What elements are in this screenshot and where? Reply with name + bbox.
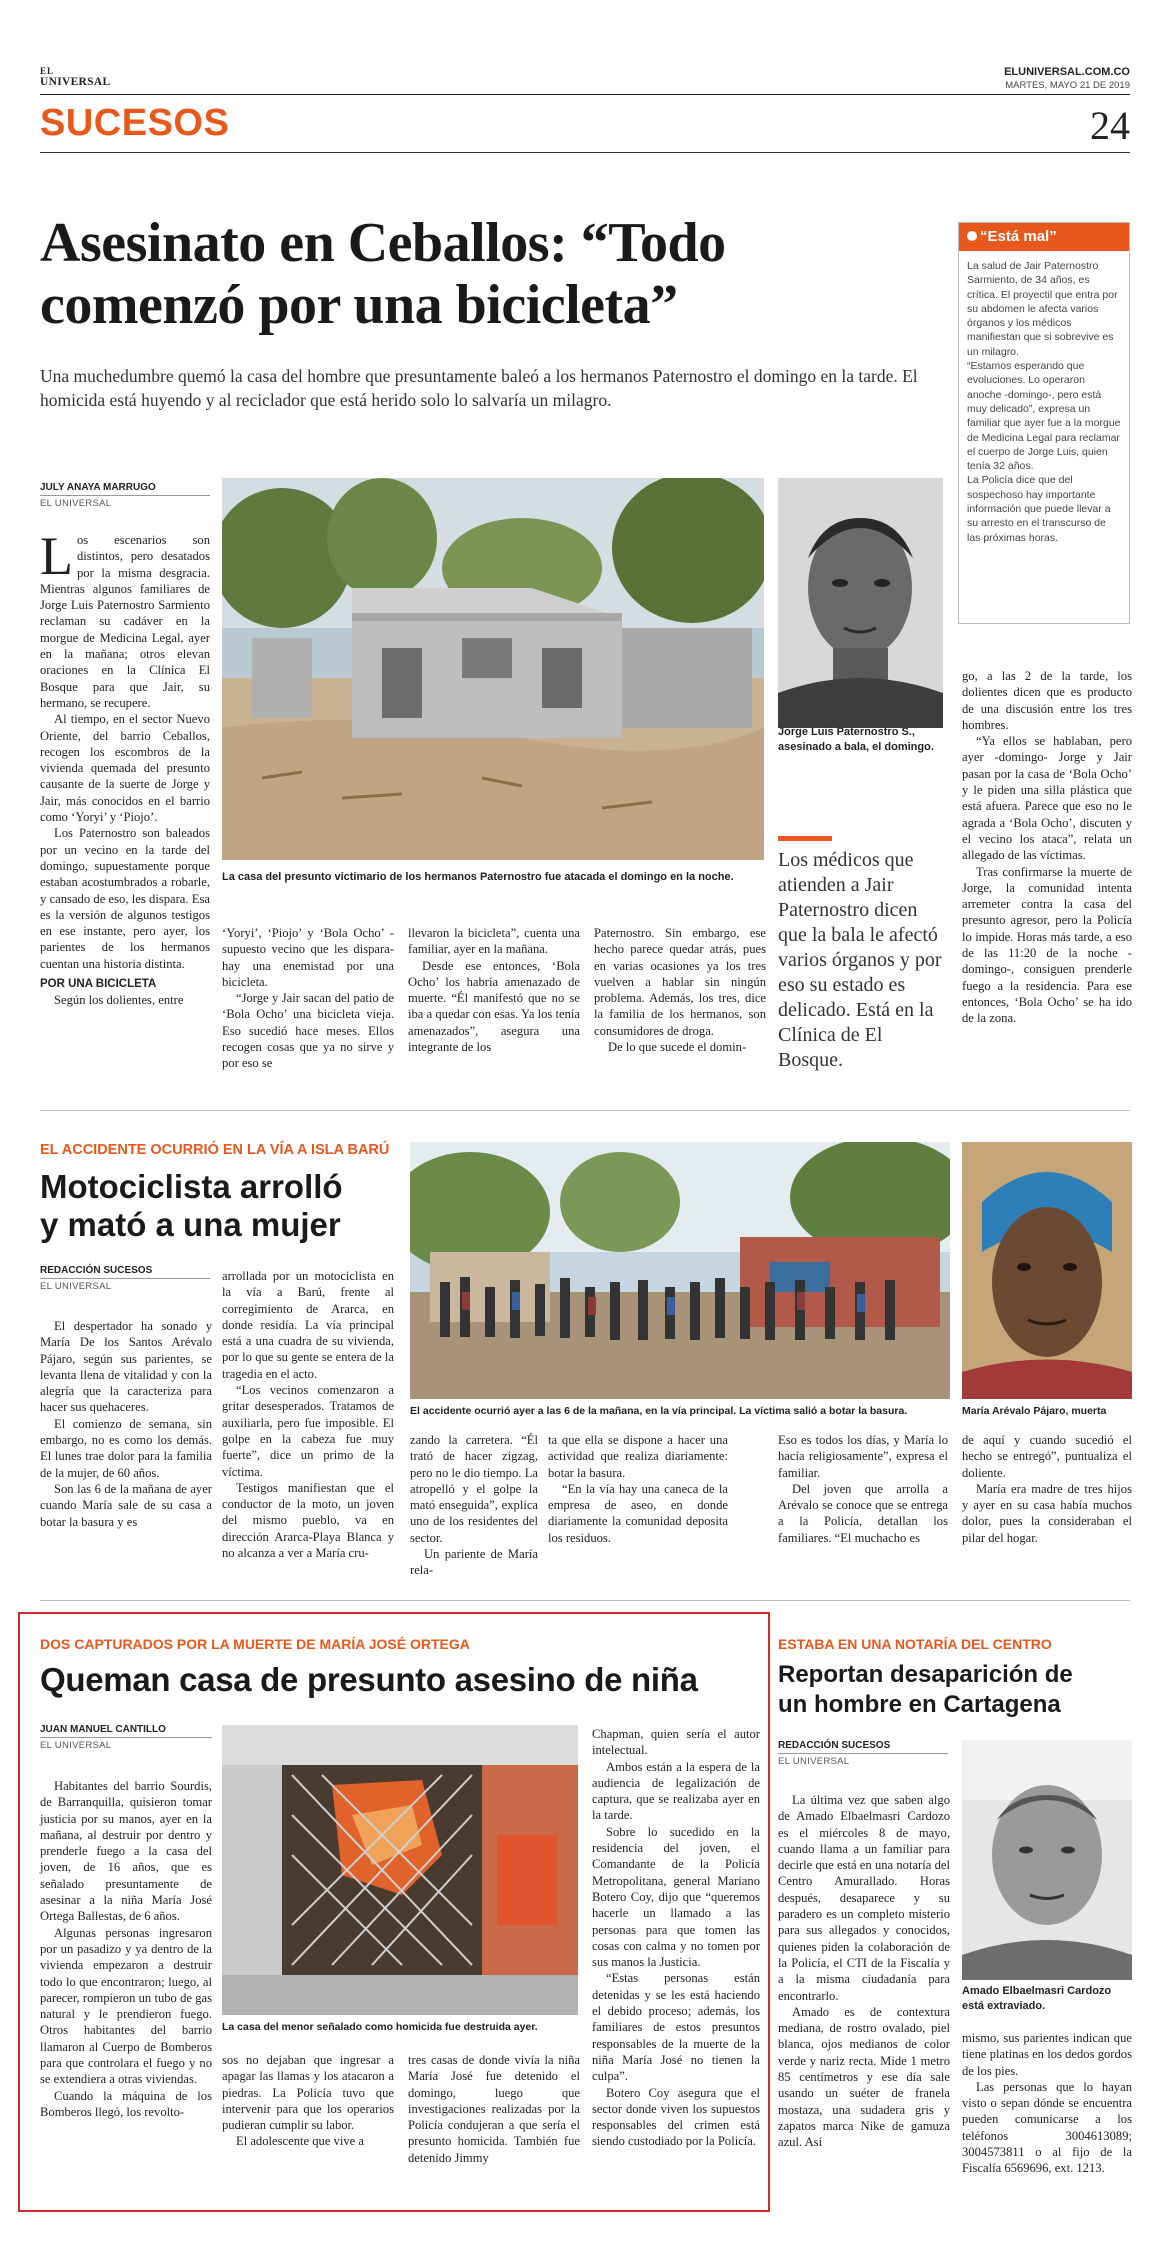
burned-room-caption: La casa del menor señalado como homicida fue destruida ayer. bbox=[222, 2021, 538, 2033]
third-col4-p5: Botero Coy asegura que el sector donde viven los supuestos responsables del crimen está siendo custodiado por la Policía. bbox=[592, 2085, 760, 2149]
fourth-col1-p2: Amado es de contextura mediana, de rostro ovalado, piel blanca, ojos medianos de color verde y nariz recta. Mide 1 metro 85 centímetros y ese día sale usando un suéter de franela mostaza, una sudadera gris y zapatos marca Nike de gamuza azul. Así bbox=[778, 2004, 950, 2150]
fourth-col2 bbox=[962, 2030, 1132, 2177]
section-title: SUCESOS bbox=[40, 102, 230, 144]
burned-room-image bbox=[222, 1725, 578, 2015]
fourth-byline-org: EL UNIVERSAL bbox=[778, 1756, 850, 1767]
third-col1 bbox=[40, 1778, 212, 2120]
masthead-logo[interactable] bbox=[40, 66, 110, 88]
second-col3-p1: zando la carretera. “Él trató de hacer zigzag, pero no le dio tiempo. La atropelló y el golpe la mató enseguida”, explica uno de los residentes del sector. bbox=[410, 1433, 538, 1545]
third-col1-p3: Cuando la máquina de los Bomberos llegó, los revolto- bbox=[40, 2088, 212, 2119]
third-col4-p4: “Estas personas están detenidas y se les está haciendo el debido proceso; además, los familiares de estos presuntos responsables de la muerte de la niña María José no tienen la culpa”. bbox=[592, 1971, 760, 2084]
main-headline bbox=[40, 212, 940, 336]
maria-portrait-caption: María Arévalo Pájaro, muerta bbox=[962, 1405, 1107, 1417]
logo-line2: UNIVERSAL bbox=[40, 76, 111, 88]
second-col1-p3: Son las 6 de la mañana de ayer cuando María sale de su casa a botar la basura y es bbox=[40, 1481, 212, 1529]
jorge-portrait-caption: Jorge Luis Paternostro S., asesinado a bala, el domingo. bbox=[778, 726, 934, 753]
fourth-headline bbox=[778, 1660, 1138, 1720]
main-col2-p1: ‘Yoryi’, ‘Piojo’ y ‘Bola Ocho’ -supuesto vecino que les dispara- hay una enemistad por una bicicleta. bbox=[222, 926, 394, 989]
sidebar-title: “Está mal” bbox=[980, 228, 1057, 245]
main-headline-line2: comenzó por una bicicleta” bbox=[40, 274, 678, 336]
third-col3 bbox=[408, 2052, 580, 2166]
sidebar-body bbox=[959, 251, 1129, 553]
section-rule bbox=[40, 152, 1130, 153]
main-col6-p3: Tras confirmarse la muerte de Jorge, la comunidad intenta arremeter contra la casa del presunto agresor, pero la Policía lo impide. Horas más tarde, a eso de las 11:20 de la noche -domingo-, consiguen prenderle fuego a la residencia. Para ese entonces, ‘Bola Ocho’ se ha ido de la zona. bbox=[962, 864, 1132, 1026]
second-col5-p2: Del joven que arrolla a Arévalo se conoce que se entrega a la Policía, detallan los familiares. “El muchacho es bbox=[778, 1481, 948, 1545]
second-col1-p2: El comienzo de semana, sin embargo, no es como los demás. El lunes trae dolor para la familia de la mujer, de 60 años. bbox=[40, 1416, 212, 1480]
maria-portrait-image bbox=[962, 1142, 1132, 1399]
sidebar-p3: La Policía dice que del sospechoso hay importante información que puede llevar a su arresto en el transcurso de las próximas horas. bbox=[967, 474, 1111, 544]
main-col1-p2: Al tiempo, en el sector Nuevo Oriente, del barrio Ceballos, recogen los escombros de la vivienda quemada del presunto causante de la suerte de Jorge y Jair, más conocidos en el barrio como ‘Yoryi’ y ‘Piojo’. bbox=[40, 712, 210, 825]
second-col2-p3: Testigos manifiestan que el conductor de la moto, un joven del mismo pueblo, va en dirección Ararca-Playa Blanca y no alcanza a ver a María cru- bbox=[222, 1480, 394, 1561]
sidebar-p2: “Estamos esperando que evoluciones. Lo operaron anoche -domingo-, pero está muy delicado”, expresa un familiar que ayer fue a la morgue de Medicina Legal para reclamar el cuerpo de Jorge Luis, quien tenía 32 años. bbox=[967, 360, 1121, 473]
fourth-col2-p1: mismo, sus parientes indican que tiene platinas en los dedos gordos de los pies. bbox=[962, 2031, 1132, 2078]
byline-org: EL UNIVERSAL bbox=[40, 498, 112, 509]
main-col4 bbox=[594, 925, 766, 1055]
second-col4-p2: “En la vía hay una caneca de la empresa de aseo, en donde diariamente la comunidad deposita los residuos. bbox=[548, 1481, 728, 1545]
main-col1-p3: Los Paternostro son baleados por un vecino en la tarde del domingo, supuestamente porque estaban acostumbrados a robarle, y cansado de eso, les dispara. Esa es la versión de algunos testigos en ese instante, pero ayer, los parientes de los hermanos cuentan una historia distinta. bbox=[40, 826, 210, 971]
main-byline bbox=[40, 482, 210, 509]
second-col1 bbox=[40, 1318, 212, 1530]
third-col1-p1: Habitantes del barrio Sourdis, de Barranquilla, quisieron tomar justicia por su manos, ayer en la mañana, al destruir por dentro y prenderle fuego a la casa del joven, de 16 años, que es señalado presuntamente de asesinar a la niña María José Ortega Ballestas, de 6 años. bbox=[40, 1779, 212, 1924]
second-headline-line1: Motociclista arrolló bbox=[40, 1168, 343, 1205]
main-deck: Una muchedumbre quemó la casa del hombre que presuntamente baleó a los hermanos Paternostro el domingo en la tarde. El homicida está huyendo y al reciclador que está herido solo lo salvaría un milagro. bbox=[40, 366, 918, 410]
second-col6-p1: de aquí y cuando sucedió el hecho se entregó”, puntualiza el doliente. bbox=[962, 1433, 1132, 1480]
story-divider-1 bbox=[40, 1110, 1130, 1111]
third-headline: Queman casa de presunto asesino de niña bbox=[40, 1661, 698, 1698]
sidebar-title-bar bbox=[959, 223, 1129, 251]
fourth-byline bbox=[778, 1740, 948, 1767]
third-col1-p2: Algunas personas ingresaron por un pasadizo y ya dentro de la vivienda empezaron a destruir todo lo que encontraron; luego, al parecer, rompieron un tubo de gas natural y le prendieron fuego. Otros habitantes del barrio llamaron al Cuerpo de Bomberos para que controlara el fuego y no se extendiera a otras viviendas. bbox=[40, 1925, 212, 2087]
burned-house-image bbox=[222, 478, 764, 860]
fourth-col2-p2: Las personas que lo hayan visto o sepan dónde se encuentra pueden comunicarse a los teléfonos 3004613089; 3004573811 o al fijo de la Fiscalía 6569696, ext. 1213. bbox=[962, 2079, 1132, 2176]
amado-portrait-photo bbox=[962, 1740, 1132, 1980]
jorge-portrait-image bbox=[778, 478, 943, 728]
fourth-col1-p1: La última vez que saben algo de Amado Elbaelmasri Cardozo es el miércoles 8 de mayo, cuando llama a un familiar para decirle que está en una notaría del Centro Amurallado. Horas después, desaparece y su paradero es un completo misterio para sus allegados y conocidos, quienes piden la colaboración de la Policía, el CTI de la Fiscalía y a la misma ciudadanía para encontrarlo. bbox=[778, 1793, 950, 2003]
main-col4-p1: Paternostro. Sin embargo, ese hecho parece quedar atrás, pues en varias ocasiones ya los tres vuelven a hablar sin ningún problema. Además, los tres, dice la familia de los hermanos, son consumidores de droga. bbox=[594, 926, 766, 1038]
main-col4-p2: De lo que sucede el domin- bbox=[608, 1040, 747, 1055]
third-col4-p3: Sobre lo sucedido en la residencia del joven, el Comandante de la Policía Metropolitana, general Mariano Botero Coy, dijo que “queremos hacerle un llamado a las personas para que tomen las cosas con calma y no tomen por sus manos la Justicia. bbox=[592, 1824, 760, 1970]
second-col4 bbox=[548, 1432, 728, 1546]
pullquote: Los médicos que atienden a Jair Paternostro dicen que la bala le afectó varios órganos y por eso su estado es delicado. Está en la Clínica de El Bosque. bbox=[778, 849, 942, 1071]
issue-date: MARTES, MAYO 21 DE 2019 bbox=[1005, 80, 1130, 91]
fourth-headline-line1: Reportan desaparición de bbox=[778, 1661, 1073, 1688]
page-number: 24 bbox=[1090, 103, 1130, 148]
main-col1-p1: os escenarios son distintos, pero desatados por la misma desgracia. Mientras algunos familiares de Jorge Luis Paternostro Sarmiento reclaman su cadáver en la morgue de Medicina Legal, ayer en la mañana; otros elevan oraciones en la Clínica El Bosque para que Jair, su hermano, se recupere. bbox=[40, 533, 210, 710]
second-kicker: EL ACCIDENTE OCURRIÓ EN LA VÍA A ISLA BARÚ bbox=[40, 1142, 390, 1158]
third-col3-p1: tres casas de donde vivía la niña María José fue detenido el domingo, luego que investigaciones realizadas por la Policía condujeran a que sería el presunto homicida. También fue detenido Jimmy bbox=[408, 2053, 580, 2165]
second-byline bbox=[40, 1265, 210, 1292]
amado-portrait-caption: Amado Elbaelmasri Cardozo está extraviado. bbox=[962, 1985, 1112, 2012]
second-col3 bbox=[410, 1432, 538, 1579]
fourth-col1 bbox=[778, 1792, 950, 2151]
third-col4 bbox=[592, 1726, 760, 2150]
second-byline-name: REDACCIÓN SUCESOS bbox=[40, 1265, 210, 1279]
third-byline-org: EL UNIVERSAL bbox=[40, 1740, 112, 1751]
jorge-portrait-photo bbox=[778, 478, 943, 728]
third-col2 bbox=[222, 2052, 394, 2150]
second-col6-p2: María era madre de tres hijos y ayer en su casa había muchos dolor, pues la consideraban el pilar del hogar. bbox=[962, 1481, 1132, 1545]
third-kicker: DOS CAPTURADOS POR LA MUERTE DE MARÍA JOSÉ ORTEGA bbox=[40, 1636, 470, 1652]
second-col6 bbox=[962, 1432, 1132, 1546]
masthead-rule bbox=[40, 94, 1130, 95]
third-col4-p2: Ambos están a la espera de la audiencia de legalización de captura, que se realizaba ayer en la tarde. bbox=[592, 1759, 760, 1823]
second-col3-p2: Un pariente de María rela- bbox=[410, 1547, 538, 1578]
third-col4-p1: Chapman, quien sería el autor intelectual. bbox=[592, 1727, 760, 1758]
burned-house-photo bbox=[222, 478, 764, 860]
sidebar-box bbox=[958, 222, 1130, 624]
burned-house-caption: La casa del presunto victimario de los hermanos Paternostro fue atacada el domingo en la noche. bbox=[222, 871, 734, 883]
main-col3-p1: llevaron la bicicleta”, cuenta una familiar, ayer en la mañana. bbox=[408, 926, 580, 957]
amado-portrait-image bbox=[962, 1740, 1132, 1980]
main-col1 bbox=[40, 526, 210, 1077]
second-col2 bbox=[222, 1268, 394, 1561]
byline-name: JULY ANAYA MARRUGO bbox=[40, 482, 210, 496]
second-col5 bbox=[778, 1432, 948, 1546]
main-col2-p2: “Jorge y Jair sacan del patio de ‘Bola Ocho’ una bicicleta vieja. Eso sucedió hace meses. Ellos recogen cosas que ya no sirve y por eso se bbox=[222, 991, 394, 1071]
accident-crowd-caption: El accidente ocurrió ayer a las 6 de la mañana, en la vía principal. La víctima salió a botar la basura. bbox=[410, 1405, 908, 1417]
main-col6-p1: go, a las 2 de la tarde, los dolientes dicen que es producto de una discusión entre los tres hombres. bbox=[962, 669, 1132, 732]
accident-crowd-image bbox=[410, 1142, 950, 1399]
site-url[interactable]: ELUNIVERSAL.COM.CO bbox=[1004, 66, 1130, 78]
main-col3 bbox=[408, 925, 580, 1055]
main-col6-p2: “Ya ellos se hablaban, pero ayer -domingo- Jorge y Jair pasan por la casa de ‘Bola Ocho’ y le piden una silla plástica que está afuera. Parece que eso no le agrada a ‘Bola Ocho’, discuten y el vecino los ataca”, relata un allegado de las víctimas. bbox=[962, 734, 1132, 863]
third-col2-p2: El adolescente que vive a bbox=[236, 2134, 364, 2149]
second-col1-p1: El despertador ha sonado y María De los Santos Arévalo Pájaro, según sus parientes, se levanta llena de vitalidad y con la alegría que la caracteriza para hacer sus quehaceres. bbox=[40, 1319, 212, 1415]
main-col3-p2: Desde ese entonces, ‘Bola Ocho’ los habría amenazado de muerte. “Él manifestó que no se iba a quedar con esas. Ya los tenía amenazados”, asegura una integrante de los bbox=[408, 958, 580, 1055]
story-divider-2 bbox=[40, 1600, 1130, 1601]
maria-portrait-photo bbox=[962, 1142, 1132, 1399]
dropcap: L bbox=[40, 526, 73, 586]
fourth-kicker: ESTABA EN UNA NOTARÍA DEL CENTRO bbox=[778, 1636, 1052, 1652]
third-col2-p1: sos no dejaban que ingresar a apagar las llamas y los atacaron a piedras. La Policía tuvo que intervenir para que los operarios pudieran cumplir su labor. bbox=[222, 2053, 394, 2133]
bullet-icon bbox=[967, 231, 977, 241]
main-col6 bbox=[962, 668, 1132, 1027]
second-headline bbox=[40, 1168, 410, 1244]
main-col2 bbox=[222, 925, 394, 1072]
main-headline-line1: Asesinato en Ceballos: “Todo bbox=[40, 212, 726, 274]
main-col1-p4: Según los dolientes, entre bbox=[54, 993, 184, 1008]
fourth-byline-name: REDACCIÓN SUCESOS bbox=[778, 1740, 948, 1754]
sidebar-p1: La salud de Jair Paternostro Sarmiento, de 34 años, es crítica. El proyectil que entra por su abdomen le afecta varios órganos y los médicos manifiestan que si sobrevive es un milagro. bbox=[967, 260, 1118, 358]
second-col4-p1: ta que ella se dispone a hacer una actividad que realiza diariamente: botar la basura. bbox=[548, 1433, 728, 1480]
third-byline-name: JUAN MANUEL CANTILLO bbox=[40, 1724, 212, 1738]
third-byline bbox=[40, 1724, 212, 1751]
fourth-headline-line2: un hombre en Cartagena bbox=[778, 1691, 1061, 1718]
second-col2-p2: “Los vecinos comenzaron a gritar desesperados. Tratamos de auxiliarla, pero fue imposible. El golpe en la cabeza fue muy fuerte”, dice un primo de la víctima. bbox=[222, 1383, 394, 1479]
second-byline-org: EL UNIVERSAL bbox=[40, 1281, 112, 1292]
pullquote-accent bbox=[778, 836, 832, 841]
main-subhead: POR UNA BICICLETA bbox=[40, 978, 157, 991]
second-headline-line2: y mató a una mujer bbox=[40, 1206, 341, 1243]
second-col2-p1: arrollada por un motociclista en la vía a Barú, frente al corregimiento de Ararca, en donde residía. La vía principal está a una cuadra de su vivienda, por lo que su gente se entera de la tragedia en el acto. bbox=[222, 1269, 394, 1381]
burned-room-photo bbox=[222, 1725, 578, 2015]
logo-line1: EL bbox=[40, 66, 55, 76]
second-col5-p1: Eso es todos los días, y María lo hacía religiosamente”, expresa el familiar. bbox=[778, 1433, 948, 1480]
accident-crowd-photo bbox=[410, 1142, 950, 1399]
